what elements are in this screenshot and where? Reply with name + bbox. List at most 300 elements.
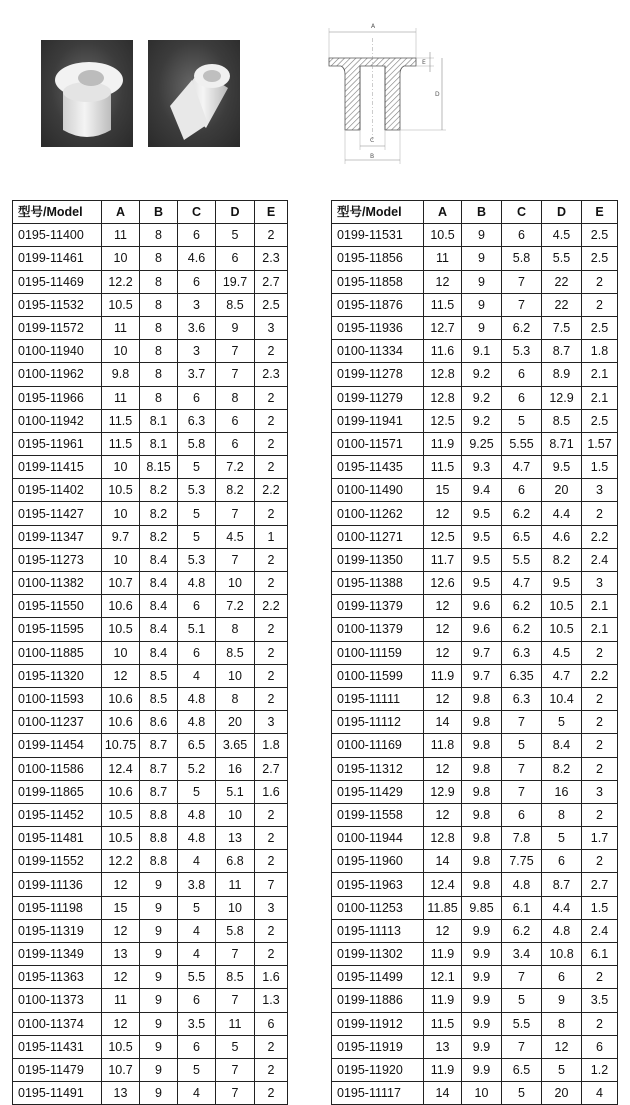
cell-c: 4.8 bbox=[178, 827, 216, 850]
cell-a: 10 bbox=[102, 247, 140, 270]
cell-b: 9 bbox=[140, 873, 178, 896]
table-row bbox=[332, 293, 618, 316]
cell-model: 0195-11402 bbox=[13, 479, 102, 502]
cell-c: 4 bbox=[178, 850, 216, 873]
table-row bbox=[13, 502, 288, 525]
cell-model: 0100-11599 bbox=[332, 664, 424, 687]
cell-a: 11.8 bbox=[424, 734, 462, 757]
cell-d: 4.8 bbox=[542, 919, 582, 942]
cell-e: 2 bbox=[255, 919, 288, 942]
cell-a: 12.4 bbox=[424, 873, 462, 896]
table-row bbox=[332, 803, 618, 826]
cell-b: 9.2 bbox=[462, 363, 502, 386]
cell-model: 0195-11876 bbox=[332, 293, 424, 316]
cell-model: 0199-11531 bbox=[332, 224, 424, 247]
cell-a: 10 bbox=[102, 548, 140, 571]
cell-c: 6.2 bbox=[502, 919, 542, 942]
cell-e: 3.5 bbox=[582, 989, 618, 1012]
table-row bbox=[332, 1082, 618, 1105]
cell-d: 22 bbox=[542, 270, 582, 293]
cell-c: 5 bbox=[178, 525, 216, 548]
cell-b: 9 bbox=[462, 293, 502, 316]
table-row bbox=[13, 757, 288, 780]
cell-e: 2 bbox=[582, 687, 618, 710]
cell-c: 6.5 bbox=[502, 1058, 542, 1081]
cell-a: 11 bbox=[102, 386, 140, 409]
cell-model: 0100-11169 bbox=[332, 734, 424, 757]
cell-e: 1.57 bbox=[582, 432, 618, 455]
cell-d: 9.5 bbox=[542, 572, 582, 595]
cell-d: 8 bbox=[216, 618, 255, 641]
dim-label-c: C bbox=[370, 137, 375, 144]
cell-b: 9 bbox=[462, 224, 502, 247]
table-header-row bbox=[332, 201, 618, 224]
cell-c: 6.2 bbox=[502, 618, 542, 641]
cell-c: 4.6 bbox=[178, 247, 216, 270]
cell-d: 6 bbox=[216, 247, 255, 270]
cell-e: 2.5 bbox=[582, 224, 618, 247]
cell-a: 10.5 bbox=[102, 827, 140, 850]
cell-b: 9.8 bbox=[462, 873, 502, 896]
cell-d: 10 bbox=[216, 803, 255, 826]
cell-a: 11 bbox=[102, 316, 140, 339]
cell-model: 0195-11963 bbox=[332, 873, 424, 896]
cell-b: 9.9 bbox=[462, 919, 502, 942]
cell-d: 10 bbox=[216, 664, 255, 687]
cell-b: 9 bbox=[140, 1082, 178, 1105]
cell-c: 6.3 bbox=[502, 687, 542, 710]
cell-b: 8.4 bbox=[140, 548, 178, 571]
cell-a: 14 bbox=[424, 850, 462, 873]
cell-b: 8.7 bbox=[140, 757, 178, 780]
table-row bbox=[332, 943, 618, 966]
table-row bbox=[332, 363, 618, 386]
cell-a: 10.7 bbox=[102, 1058, 140, 1081]
cell-c: 5 bbox=[178, 502, 216, 525]
cell-model: 0100-11382 bbox=[13, 572, 102, 595]
cell-a: 11.9 bbox=[424, 1058, 462, 1081]
cell-a: 10.5 bbox=[102, 1035, 140, 1058]
cell-e: 2.2 bbox=[582, 525, 618, 548]
dim-label-e: E bbox=[422, 59, 426, 66]
cell-b: 8.4 bbox=[140, 641, 178, 664]
cell-c: 6 bbox=[178, 224, 216, 247]
cell-b: 10 bbox=[462, 1082, 502, 1105]
cell-b: 9.8 bbox=[462, 734, 502, 757]
cell-e: 2 bbox=[255, 1035, 288, 1058]
cell-a: 10.7 bbox=[102, 572, 140, 595]
cell-d: 4.7 bbox=[542, 664, 582, 687]
cell-d: 8 bbox=[542, 1012, 582, 1035]
cell-d: 8.7 bbox=[542, 873, 582, 896]
table-header-row bbox=[13, 201, 288, 224]
cell-model: 0199-11349 bbox=[13, 943, 102, 966]
cell-e: 2 bbox=[255, 850, 288, 873]
cell-model: 0195-11469 bbox=[13, 270, 102, 293]
header-e: E bbox=[255, 201, 288, 224]
cell-e: 2.7 bbox=[255, 757, 288, 780]
cell-a: 12.2 bbox=[102, 850, 140, 873]
cell-model: 0100-11237 bbox=[13, 711, 102, 734]
cell-model: 0100-11490 bbox=[332, 479, 424, 502]
cell-a: 11.7 bbox=[424, 548, 462, 571]
header-a: A bbox=[102, 201, 140, 224]
cell-model: 0199-11572 bbox=[13, 316, 102, 339]
cell-d: 7 bbox=[216, 1058, 255, 1081]
cell-b: 9.5 bbox=[462, 548, 502, 571]
cell-c: 5.3 bbox=[178, 548, 216, 571]
cell-b: 9.6 bbox=[462, 595, 502, 618]
cell-e: 2 bbox=[255, 432, 288, 455]
cell-e: 2.2 bbox=[582, 664, 618, 687]
cell-a: 12 bbox=[102, 966, 140, 989]
cell-d: 6 bbox=[216, 409, 255, 432]
cell-model: 0195-11363 bbox=[13, 966, 102, 989]
cell-d: 7 bbox=[216, 1082, 255, 1105]
cell-a: 9.7 bbox=[102, 525, 140, 548]
table-row bbox=[13, 943, 288, 966]
cell-c: 6.5 bbox=[178, 734, 216, 757]
cell-a: 10.5 bbox=[102, 293, 140, 316]
cell-c: 5 bbox=[178, 780, 216, 803]
cell-d: 16 bbox=[542, 780, 582, 803]
table-row bbox=[332, 664, 618, 687]
cell-e: 2 bbox=[255, 409, 288, 432]
cell-c: 4 bbox=[178, 1082, 216, 1105]
cell-model: 0199-11347 bbox=[13, 525, 102, 548]
cell-d: 5 bbox=[542, 711, 582, 734]
cell-d: 9 bbox=[216, 316, 255, 339]
table-row bbox=[13, 687, 288, 710]
table-row bbox=[13, 780, 288, 803]
cell-c: 3.4 bbox=[502, 943, 542, 966]
cell-e: 1.6 bbox=[255, 780, 288, 803]
table-row bbox=[13, 803, 288, 826]
cell-d: 20 bbox=[542, 1082, 582, 1105]
cell-b: 9.8 bbox=[462, 780, 502, 803]
cell-e: 2 bbox=[582, 641, 618, 664]
cell-b: 8.1 bbox=[140, 432, 178, 455]
cell-e: 2.3 bbox=[255, 247, 288, 270]
cell-e: 1.8 bbox=[582, 340, 618, 363]
cell-a: 12.2 bbox=[102, 270, 140, 293]
cell-model: 0199-11886 bbox=[332, 989, 424, 1012]
table-body-left bbox=[13, 224, 288, 1105]
table-row bbox=[13, 247, 288, 270]
cell-b: 9 bbox=[140, 989, 178, 1012]
table-row bbox=[13, 1058, 288, 1081]
cell-a: 11 bbox=[102, 989, 140, 1012]
cell-model: 0195-11112 bbox=[332, 711, 424, 734]
cell-c: 7 bbox=[502, 711, 542, 734]
table-row bbox=[13, 479, 288, 502]
cell-e: 2 bbox=[582, 270, 618, 293]
cell-e: 2 bbox=[582, 293, 618, 316]
cell-model: 0195-11491 bbox=[13, 1082, 102, 1105]
cell-a: 12.8 bbox=[424, 827, 462, 850]
table-row bbox=[332, 850, 618, 873]
cell-a: 12.8 bbox=[424, 363, 462, 386]
cell-a: 10.6 bbox=[102, 780, 140, 803]
cell-model: 0195-11479 bbox=[13, 1058, 102, 1081]
cell-c: 6.35 bbox=[502, 664, 542, 687]
cell-a: 12 bbox=[102, 919, 140, 942]
cell-b: 8 bbox=[140, 316, 178, 339]
header-e: E bbox=[582, 201, 618, 224]
cell-a: 11 bbox=[102, 224, 140, 247]
cell-b: 9 bbox=[140, 943, 178, 966]
cell-d: 13 bbox=[216, 827, 255, 850]
dim-label-b: B bbox=[370, 153, 375, 160]
spec-table-right bbox=[331, 200, 618, 1105]
cell-b: 9.85 bbox=[462, 896, 502, 919]
cell-d: 7 bbox=[216, 363, 255, 386]
cell-d: 8 bbox=[216, 386, 255, 409]
cell-e: 2.2 bbox=[255, 595, 288, 618]
cell-b: 8.8 bbox=[140, 803, 178, 826]
cell-model: 0100-11942 bbox=[13, 409, 102, 432]
cell-e: 3 bbox=[582, 780, 618, 803]
table-row bbox=[13, 919, 288, 942]
cell-c: 4.7 bbox=[502, 572, 542, 595]
cell-e: 1 bbox=[255, 525, 288, 548]
cell-e: 2.3 bbox=[255, 363, 288, 386]
cell-a: 10.5 bbox=[102, 479, 140, 502]
cell-e: 2 bbox=[255, 664, 288, 687]
cell-d: 5.5 bbox=[542, 247, 582, 270]
product-photo-front bbox=[41, 40, 133, 147]
cell-a: 10 bbox=[102, 456, 140, 479]
cell-b: 9.2 bbox=[462, 386, 502, 409]
cell-model: 0195-11319 bbox=[13, 919, 102, 942]
cell-model: 0199-11941 bbox=[332, 409, 424, 432]
cell-d: 16 bbox=[216, 757, 255, 780]
table-row bbox=[13, 316, 288, 339]
cell-model: 0199-11379 bbox=[332, 595, 424, 618]
cell-a: 10.6 bbox=[102, 687, 140, 710]
cell-a: 12.1 bbox=[424, 966, 462, 989]
cell-c: 5.55 bbox=[502, 432, 542, 455]
cell-b: 9.6 bbox=[462, 618, 502, 641]
table-row bbox=[13, 340, 288, 363]
cell-d: 7 bbox=[216, 943, 255, 966]
cell-b: 9 bbox=[140, 966, 178, 989]
cell-d: 8.71 bbox=[542, 432, 582, 455]
cell-d: 8 bbox=[542, 803, 582, 826]
table-row bbox=[332, 270, 618, 293]
cell-d: 6 bbox=[542, 966, 582, 989]
cell-e: 2.1 bbox=[582, 363, 618, 386]
header-b: B bbox=[462, 201, 502, 224]
cell-a: 11.5 bbox=[424, 1012, 462, 1035]
cell-d: 7 bbox=[216, 502, 255, 525]
cell-a: 13 bbox=[424, 1035, 462, 1058]
cell-b: 9.5 bbox=[462, 525, 502, 548]
cell-c: 6 bbox=[502, 386, 542, 409]
cell-a: 11.9 bbox=[424, 943, 462, 966]
header-model: 型号/Model bbox=[13, 201, 102, 224]
cell-e: 2 bbox=[582, 757, 618, 780]
cell-b: 9.9 bbox=[462, 1058, 502, 1081]
table-row bbox=[13, 525, 288, 548]
cell-b: 9 bbox=[140, 896, 178, 919]
cell-a: 11.9 bbox=[424, 989, 462, 1012]
cell-d: 10 bbox=[216, 896, 255, 919]
table-row bbox=[13, 873, 288, 896]
cell-d: 8.5 bbox=[216, 966, 255, 989]
cell-e: 1.7 bbox=[582, 827, 618, 850]
cell-d: 11 bbox=[216, 1012, 255, 1035]
cell-b: 9.25 bbox=[462, 432, 502, 455]
cell-model: 0100-11940 bbox=[13, 340, 102, 363]
cell-c: 3.7 bbox=[178, 363, 216, 386]
cell-d: 9 bbox=[542, 989, 582, 1012]
cell-a: 12 bbox=[424, 595, 462, 618]
table-row bbox=[13, 572, 288, 595]
table-row bbox=[332, 502, 618, 525]
cell-c: 6 bbox=[178, 270, 216, 293]
cell-model: 0195-11858 bbox=[332, 270, 424, 293]
cell-model: 0199-11912 bbox=[332, 1012, 424, 1035]
cell-model: 0100-11944 bbox=[332, 827, 424, 850]
cell-b: 9.7 bbox=[462, 641, 502, 664]
cell-d: 4.4 bbox=[542, 502, 582, 525]
cell-a: 12.6 bbox=[424, 572, 462, 595]
cell-c: 6 bbox=[178, 1035, 216, 1058]
table-row bbox=[332, 989, 618, 1012]
cell-a: 12.5 bbox=[424, 525, 462, 548]
cell-c: 6.2 bbox=[502, 502, 542, 525]
table-row bbox=[332, 618, 618, 641]
table-row bbox=[332, 432, 618, 455]
cell-d: 10.4 bbox=[542, 687, 582, 710]
cell-d: 8.4 bbox=[542, 734, 582, 757]
cell-e: 4 bbox=[582, 1082, 618, 1105]
cell-b: 9.2 bbox=[462, 409, 502, 432]
cell-b: 9.1 bbox=[462, 340, 502, 363]
cell-model: 0195-11960 bbox=[332, 850, 424, 873]
cell-b: 8.4 bbox=[140, 572, 178, 595]
cell-c: 6.2 bbox=[502, 595, 542, 618]
cell-model: 0199-11461 bbox=[13, 247, 102, 270]
cell-c: 6.5 bbox=[502, 525, 542, 548]
cell-model: 0199-11454 bbox=[13, 734, 102, 757]
cell-b: 8 bbox=[140, 247, 178, 270]
table-row bbox=[332, 873, 618, 896]
cell-c: 6 bbox=[502, 363, 542, 386]
cell-a: 12 bbox=[102, 873, 140, 896]
cell-a: 12.9 bbox=[424, 780, 462, 803]
table-row bbox=[13, 293, 288, 316]
cell-a: 10 bbox=[102, 340, 140, 363]
cell-b: 8 bbox=[140, 270, 178, 293]
cell-d: 7 bbox=[216, 340, 255, 363]
cell-a: 10.5 bbox=[424, 224, 462, 247]
cell-model: 0100-11271 bbox=[332, 525, 424, 548]
cell-c: 5.1 bbox=[178, 618, 216, 641]
cell-d: 12 bbox=[542, 1035, 582, 1058]
cell-c: 5.5 bbox=[178, 966, 216, 989]
cell-model: 0199-11278 bbox=[332, 363, 424, 386]
cell-e: 1.5 bbox=[582, 896, 618, 919]
table-row bbox=[13, 896, 288, 919]
cell-c: 4.8 bbox=[178, 687, 216, 710]
cell-e: 2.4 bbox=[582, 548, 618, 571]
cell-c: 4.8 bbox=[502, 873, 542, 896]
table-row bbox=[332, 595, 618, 618]
cell-c: 3.8 bbox=[178, 873, 216, 896]
cell-b: 9.9 bbox=[462, 1012, 502, 1035]
cell-a: 12 bbox=[424, 803, 462, 826]
cell-c: 5.5 bbox=[502, 1012, 542, 1035]
cell-c: 6.3 bbox=[178, 409, 216, 432]
cell-c: 6 bbox=[178, 386, 216, 409]
table-row bbox=[13, 711, 288, 734]
cell-model: 0195-11936 bbox=[332, 316, 424, 339]
table-row bbox=[13, 641, 288, 664]
cell-model: 0195-11595 bbox=[13, 618, 102, 641]
cell-c: 6.3 bbox=[502, 641, 542, 664]
cell-d: 4.6 bbox=[542, 525, 582, 548]
cell-e: 2.4 bbox=[582, 919, 618, 942]
table-row bbox=[332, 641, 618, 664]
cell-e: 2 bbox=[582, 803, 618, 826]
table-row bbox=[13, 386, 288, 409]
cell-a: 12 bbox=[424, 641, 462, 664]
cell-c: 4.7 bbox=[502, 456, 542, 479]
cell-b: 8.7 bbox=[140, 734, 178, 757]
cell-e: 6 bbox=[255, 1012, 288, 1035]
cell-b: 8 bbox=[140, 293, 178, 316]
cell-b: 9.8 bbox=[462, 711, 502, 734]
cell-d: 9.5 bbox=[542, 456, 582, 479]
cell-b: 8.8 bbox=[140, 827, 178, 850]
table-row bbox=[13, 1012, 288, 1035]
cell-a: 11 bbox=[424, 247, 462, 270]
cell-e: 2.5 bbox=[255, 293, 288, 316]
cell-e: 2 bbox=[255, 386, 288, 409]
cell-d: 8.2 bbox=[542, 548, 582, 571]
cell-model: 0100-11586 bbox=[13, 757, 102, 780]
cell-b: 9 bbox=[462, 247, 502, 270]
cell-c: 5.8 bbox=[178, 432, 216, 455]
cell-b: 9.8 bbox=[462, 757, 502, 780]
cell-e: 1.8 bbox=[255, 734, 288, 757]
cell-e: 2 bbox=[255, 572, 288, 595]
cell-model: 0199-11415 bbox=[13, 456, 102, 479]
table-row bbox=[332, 734, 618, 757]
cell-model: 0100-11374 bbox=[13, 1012, 102, 1035]
table-row bbox=[13, 456, 288, 479]
cell-b: 9.9 bbox=[462, 943, 502, 966]
cell-d: 8.9 bbox=[542, 363, 582, 386]
cell-model: 0195-11113 bbox=[332, 919, 424, 942]
cell-model: 0100-11593 bbox=[13, 687, 102, 710]
cell-e: 2 bbox=[582, 966, 618, 989]
cell-model: 0195-11198 bbox=[13, 896, 102, 919]
table-row bbox=[13, 409, 288, 432]
cell-c: 7 bbox=[502, 1035, 542, 1058]
cell-e: 2 bbox=[582, 711, 618, 734]
cell-d: 22 bbox=[542, 293, 582, 316]
cell-c: 4.8 bbox=[178, 803, 216, 826]
cell-d: 4.5 bbox=[542, 641, 582, 664]
cell-model: 0195-11435 bbox=[332, 456, 424, 479]
cell-model: 0199-11552 bbox=[13, 850, 102, 873]
cell-model: 0195-11117 bbox=[332, 1082, 424, 1105]
table-row bbox=[13, 224, 288, 247]
cell-d: 20 bbox=[216, 711, 255, 734]
